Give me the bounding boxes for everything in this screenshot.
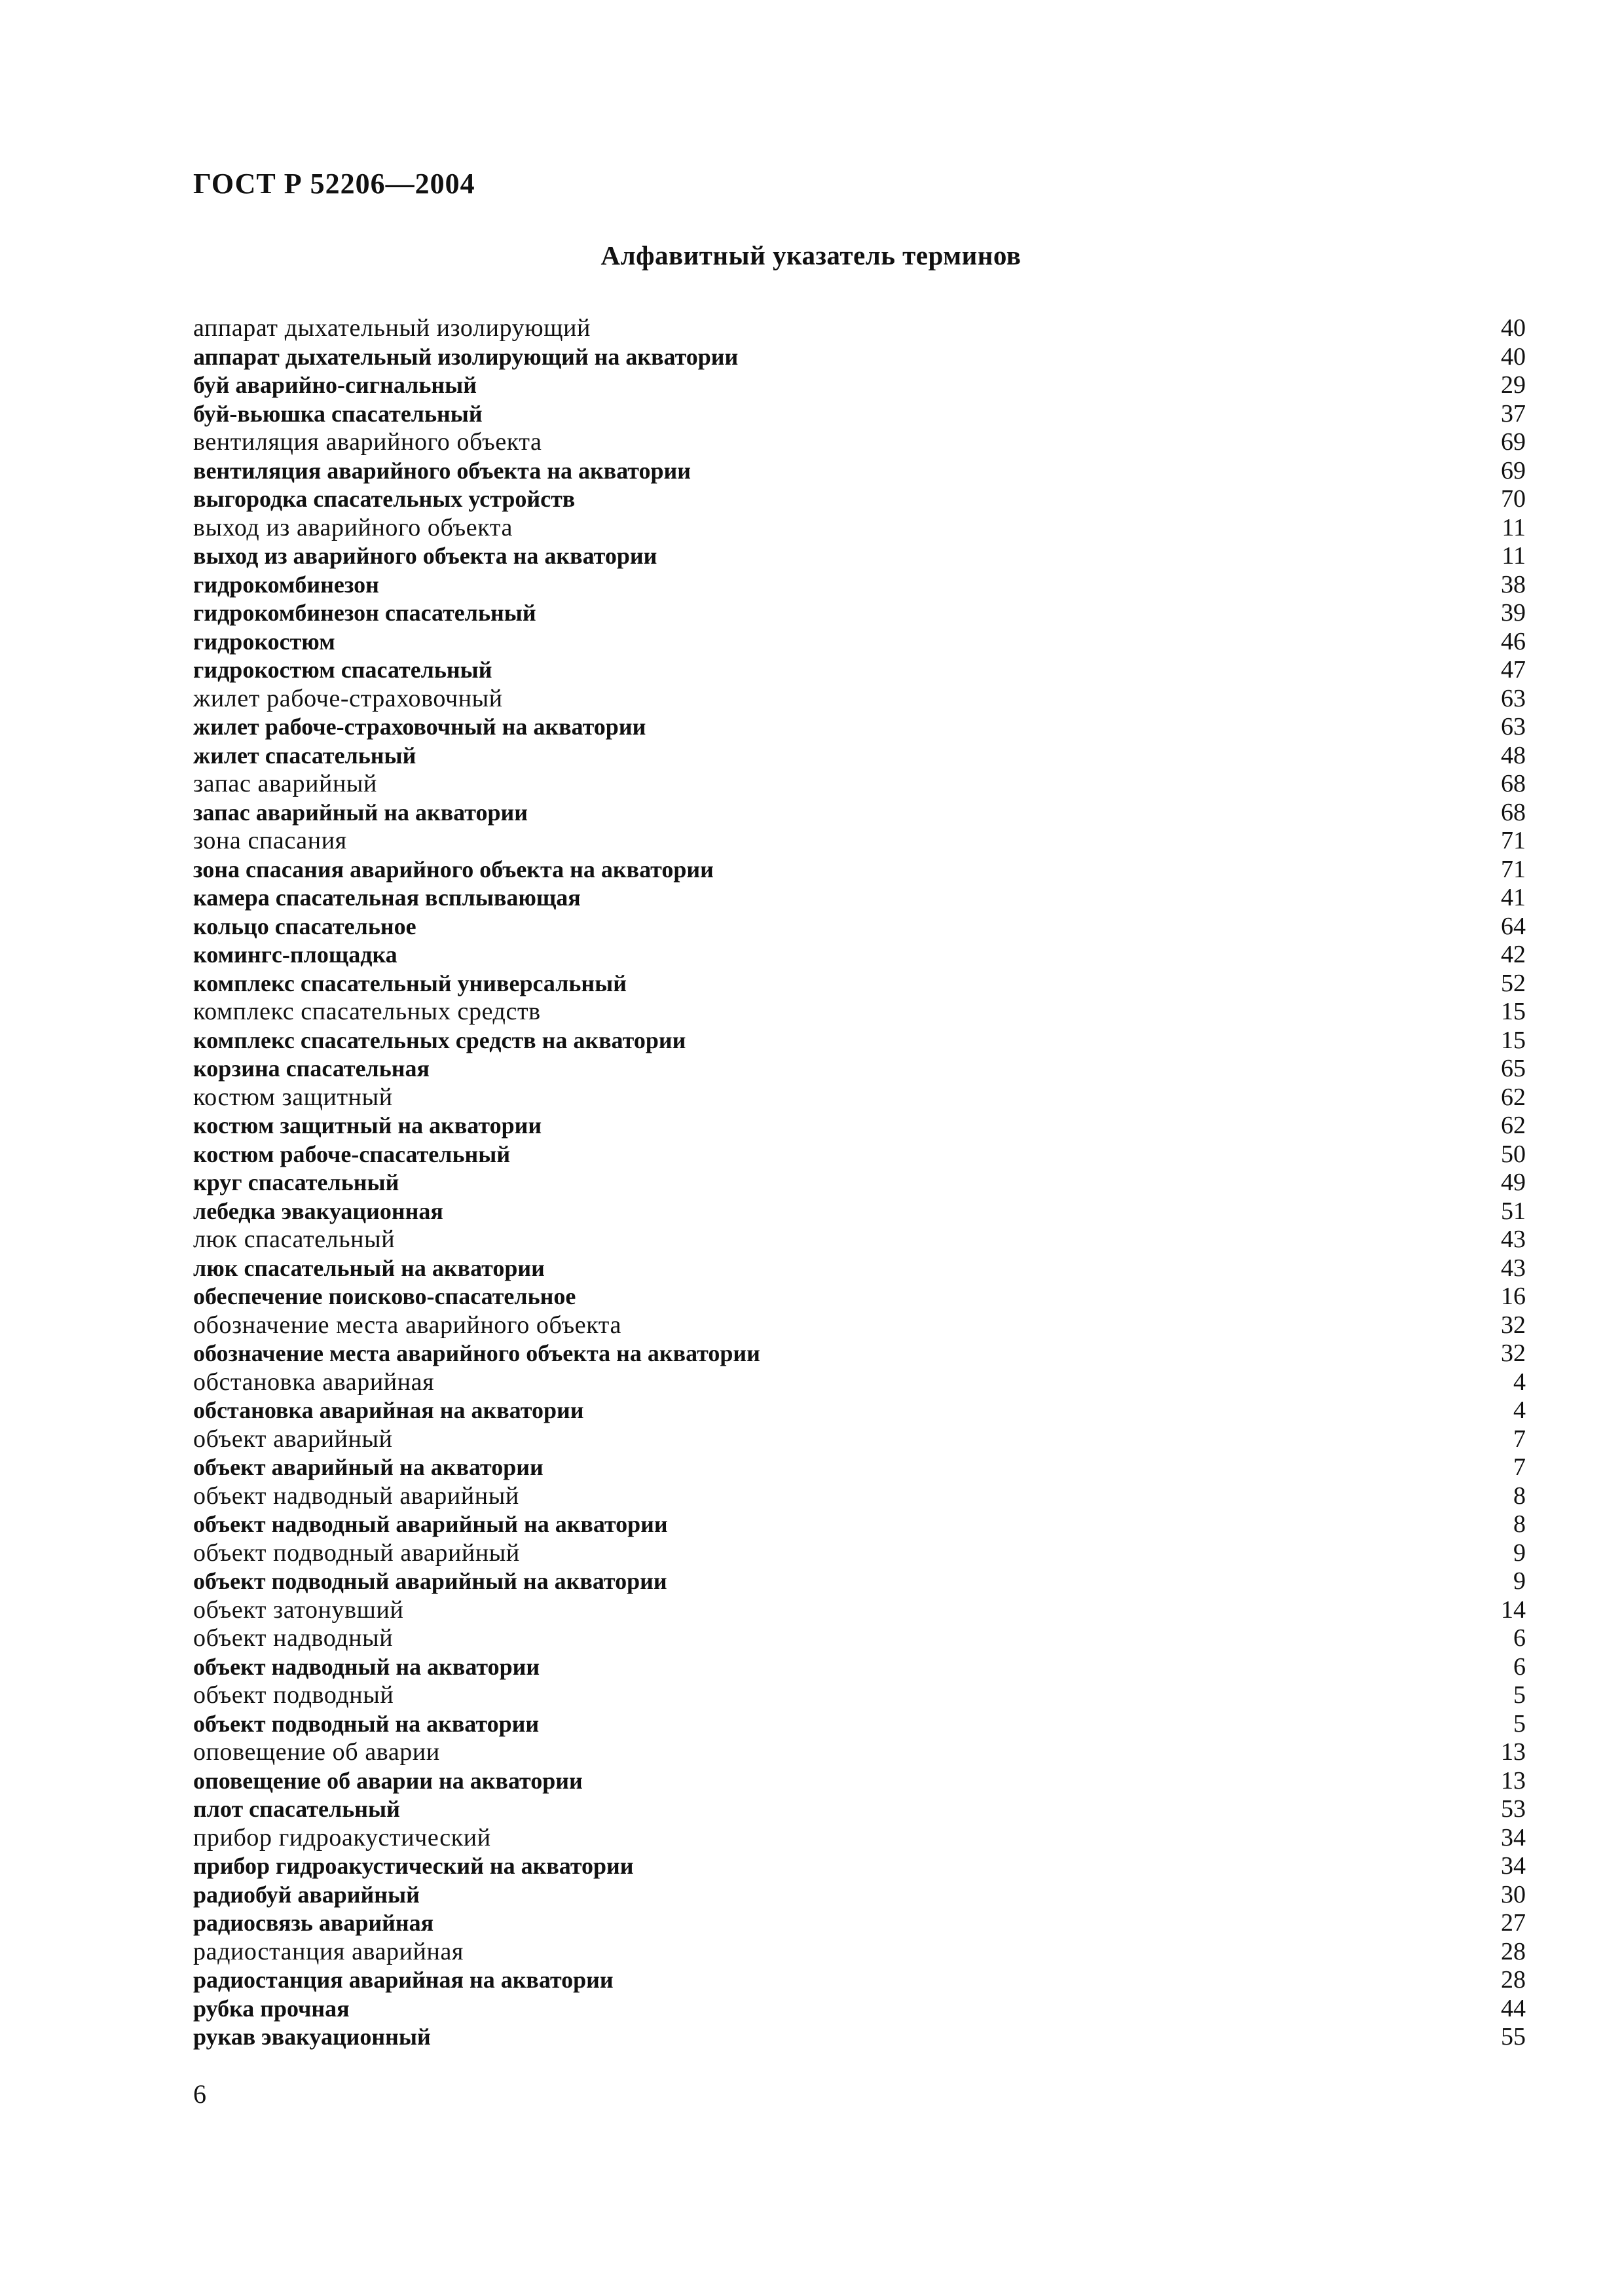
index-term: буй аварийно-сигнальный [193,372,477,398]
index-entry [193,314,1526,343]
term-number: 9 [1513,1567,1526,1595]
index-term: рубка прочная [193,1995,350,2022]
term-number: 13 [1501,1738,1526,1766]
term-number: 62 [1501,1083,1526,1111]
index-term: жилет рабоче-страховочный на акватории [193,714,646,740]
index-entry [193,1339,1526,1368]
index-entry [193,1169,1526,1197]
index-entry [193,1681,1526,1710]
term-number: 68 [1501,798,1526,826]
term-number: 49 [1501,1169,1526,1196]
index-entry [193,1767,1526,1796]
index-entry [193,970,1526,998]
index-term: гидрокостюм спасательный [193,657,492,683]
index-entry [193,1738,1526,1767]
term-number: 53 [1501,1795,1526,1823]
index-entry [193,371,1526,400]
index-entry [193,1197,1526,1226]
index-entry [193,628,1526,657]
index-entry [193,1084,1526,1112]
index-term: оповещение об аварии на акватории [193,1767,583,1794]
index-term: прибор гидроакустический на акватории [193,1853,634,1879]
term-number: 14 [1501,1595,1526,1624]
index-entry [193,1881,1526,1910]
index-term: объект надводный [193,1624,394,1652]
index-entry [193,913,1526,941]
index-entry [193,742,1526,771]
index-entry [193,485,1526,514]
term-number: 6 [1513,1624,1526,1652]
index-term: люк спасательный [193,1226,396,1253]
index-term: комплекс спасательных средств [193,998,541,1025]
index-term: гидрокомбинезон [193,571,379,598]
term-number: 39 [1501,599,1526,627]
term-number: 9 [1513,1539,1526,1567]
term-index-list [193,314,1526,2052]
index-entry [193,1596,1526,1625]
term-number: 71 [1501,855,1526,883]
index-term: обстановка аварийная на акватории [193,1397,584,1423]
index-term: обеспечение поисково-спасательное [193,1283,576,1309]
term-number: 11 [1502,542,1526,570]
index-term: радиобуй аварийный [193,1881,420,1908]
term-number: 7 [1513,1425,1526,1453]
index-term: вентиляция аварийного объекта [193,428,542,456]
term-number: 8 [1513,1482,1526,1510]
term-number: 6 [1513,1652,1526,1681]
index-entry [193,1539,1526,1568]
index-entry [193,856,1526,884]
index-entry [193,1311,1526,1340]
index-term: вентиляция аварийного объекта на акватории [193,457,691,484]
index-term: запас аварийный на акватории [193,799,528,826]
term-number: 16 [1501,1283,1526,1310]
index-entry [193,343,1526,372]
index-term: костюм защитный [193,1083,393,1111]
index-entry [193,1425,1526,1454]
term-number: 41 [1501,884,1526,911]
index-term: комингс-площадка [193,941,397,968]
index-term: гидрокостюм [193,628,335,655]
index-entry [193,827,1526,856]
index-entry [193,1140,1526,1169]
term-number: 37 [1501,399,1526,428]
index-term: оповещение об аварии [193,1738,440,1766]
term-number: 51 [1501,1197,1526,1225]
index-term: аппарат дыхательный изолирующий на акватории [193,343,739,370]
index-entry [193,542,1526,571]
index-term: круг спасательный [193,1169,399,1195]
index-term: аппарат дыхательный изолирующий [193,314,591,342]
page-number: 6 [193,2079,206,2109]
index-term: выход из аварийного объекта [193,513,513,541]
index-entry [193,1624,1526,1653]
term-number: 29 [1501,371,1526,399]
index-term: объект подводный [193,1681,394,1709]
index-entry [193,571,1526,600]
term-number: 55 [1501,2023,1526,2050]
index-entry [193,1995,1526,2024]
index-term: корзина спасательная [193,1055,430,1082]
term-number: 70 [1501,485,1526,513]
index-term: зона спасания [193,827,347,854]
index-term: плот спасательный [193,1796,400,1822]
index-term: прибор гидроакустический [193,1823,491,1851]
term-number: 43 [1501,1254,1526,1282]
index-entry [193,400,1526,429]
index-term: радиосвязь аварийная [193,1910,434,1936]
index-term: объект аварийный на акватории [193,1454,544,1480]
index-entry [193,1027,1526,1055]
term-number: 47 [1501,656,1526,683]
index-term: объект подводный на акватории [193,1710,540,1737]
term-number: 69 [1501,428,1526,456]
index-entry [193,599,1526,628]
index-entry [193,884,1526,913]
term-number: 27 [1501,1909,1526,1937]
index-term: выход из аварийного объекта на акватории [193,543,657,569]
index-term: камера спасательная всплывающая [193,884,581,911]
index-entry [193,1254,1526,1283]
term-number: 15 [1501,1026,1526,1054]
index-entry [193,1966,1526,1995]
index-term: комплекс спасательных средств на акватории [193,1027,686,1053]
index-entry [193,1710,1526,1739]
index-term: объект подводный аварийный [193,1539,520,1567]
index-entry [193,656,1526,685]
term-number: 13 [1501,1766,1526,1795]
index-term: зона спасания аварийного объекта на акватории [193,856,714,883]
index-entry [193,2023,1526,2052]
index-term: обозначение места аварийного объекта [193,1311,621,1339]
term-number: 63 [1501,684,1526,712]
term-number: 34 [1501,1852,1526,1880]
term-number: 48 [1501,741,1526,769]
index-term: выгородка спасательных устройств [193,486,576,512]
index-entry [193,1653,1526,1682]
index-term: объект надводный аварийный на акватории [193,1511,668,1537]
term-number: 30 [1501,1880,1526,1908]
index-entry [193,1567,1526,1596]
term-number: 40 [1501,342,1526,371]
term-number: 38 [1501,570,1526,598]
term-number: 4 [1513,1368,1526,1396]
index-term: гидрокомбинезон спасательный [193,600,536,626]
term-number: 62 [1501,1112,1526,1139]
term-number: 11 [1502,513,1526,541]
index-term: люк спасательный на акватории [193,1254,545,1281]
index-entry [193,1396,1526,1425]
index-entry [193,457,1526,486]
index-term: обстановка аварийная [193,1368,435,1396]
index-entry [193,1824,1526,1853]
index-term: объект надводный на акватории [193,1653,540,1680]
index-entry [193,1938,1526,1967]
index-term: радиостанция аварийная на акватории [193,1967,614,1993]
index-entry [193,1112,1526,1140]
index-term: объект надводный аварийный [193,1482,519,1510]
index-entry [193,1453,1526,1482]
index-term: радиостанция аварийная [193,1937,464,1965]
term-number: 32 [1501,1311,1526,1339]
index-term: костюм защитный на акватории [193,1112,542,1139]
term-number: 40 [1501,314,1526,342]
index-entry [193,1852,1526,1881]
index-entry [193,941,1526,970]
term-number: 65 [1501,1055,1526,1082]
term-number: 42 [1501,941,1526,968]
term-number: 44 [1501,1994,1526,2022]
index-entry [193,428,1526,457]
index-term: рукав эвакуационный [193,2024,431,2050]
document-code: ГОСТ Р 52206—2004 [193,168,475,200]
term-number: 4 [1513,1396,1526,1424]
index-term: жилет рабоче-страховочный [193,684,503,712]
index-term: объект подводный аварийный на акватории [193,1568,667,1594]
term-number: 69 [1501,456,1526,484]
term-number: 34 [1501,1823,1526,1851]
index-term: комплекс спасательный универсальный [193,970,627,996]
term-number: 28 [1501,1937,1526,1965]
term-number: 68 [1501,770,1526,797]
term-number: 28 [1501,1966,1526,1994]
index-term: объект затонувший [193,1595,404,1624]
index-term: лебедка эвакуационная [193,1197,443,1224]
term-number: 5 [1513,1681,1526,1709]
index-entry [193,770,1526,799]
index-entry [193,1226,1526,1254]
index-entry [193,998,1526,1027]
index-entry [193,1283,1526,1311]
index-entry [193,1482,1526,1511]
index-entry [193,713,1526,742]
term-number: 43 [1501,1226,1526,1253]
index-entry [193,685,1526,714]
index-term: костюм рабоче-спасательный [193,1140,511,1167]
index-entry [193,799,1526,828]
index-term: жилет спасательный [193,742,416,769]
index-entry [193,1055,1526,1084]
term-number: 5 [1513,1709,1526,1738]
term-number: 8 [1513,1510,1526,1538]
index-entry [193,1909,1526,1938]
term-number: 15 [1501,998,1526,1025]
index-term: запас аварийный [193,770,377,797]
index-entry [193,1795,1526,1824]
index-term: буй-вьюшка спасательный [193,400,483,427]
term-number: 50 [1501,1140,1526,1168]
index-entry [193,1510,1526,1539]
index-term: кольцо спасательное [193,913,416,939]
index-term: обозначение места аварийного объекта на акватории [193,1340,760,1366]
index-entry [193,514,1526,543]
term-number: 63 [1501,713,1526,740]
index-entry [193,1368,1526,1397]
term-number: 32 [1501,1339,1526,1367]
term-number: 46 [1501,627,1526,655]
index-title: Алфавитный указатель терминов [600,240,1022,270]
term-number: 71 [1501,827,1526,854]
term-number: 7 [1513,1453,1526,1481]
term-number: 64 [1501,912,1526,940]
term-number: 52 [1501,969,1526,997]
index-term: объект аварийный [193,1425,393,1453]
